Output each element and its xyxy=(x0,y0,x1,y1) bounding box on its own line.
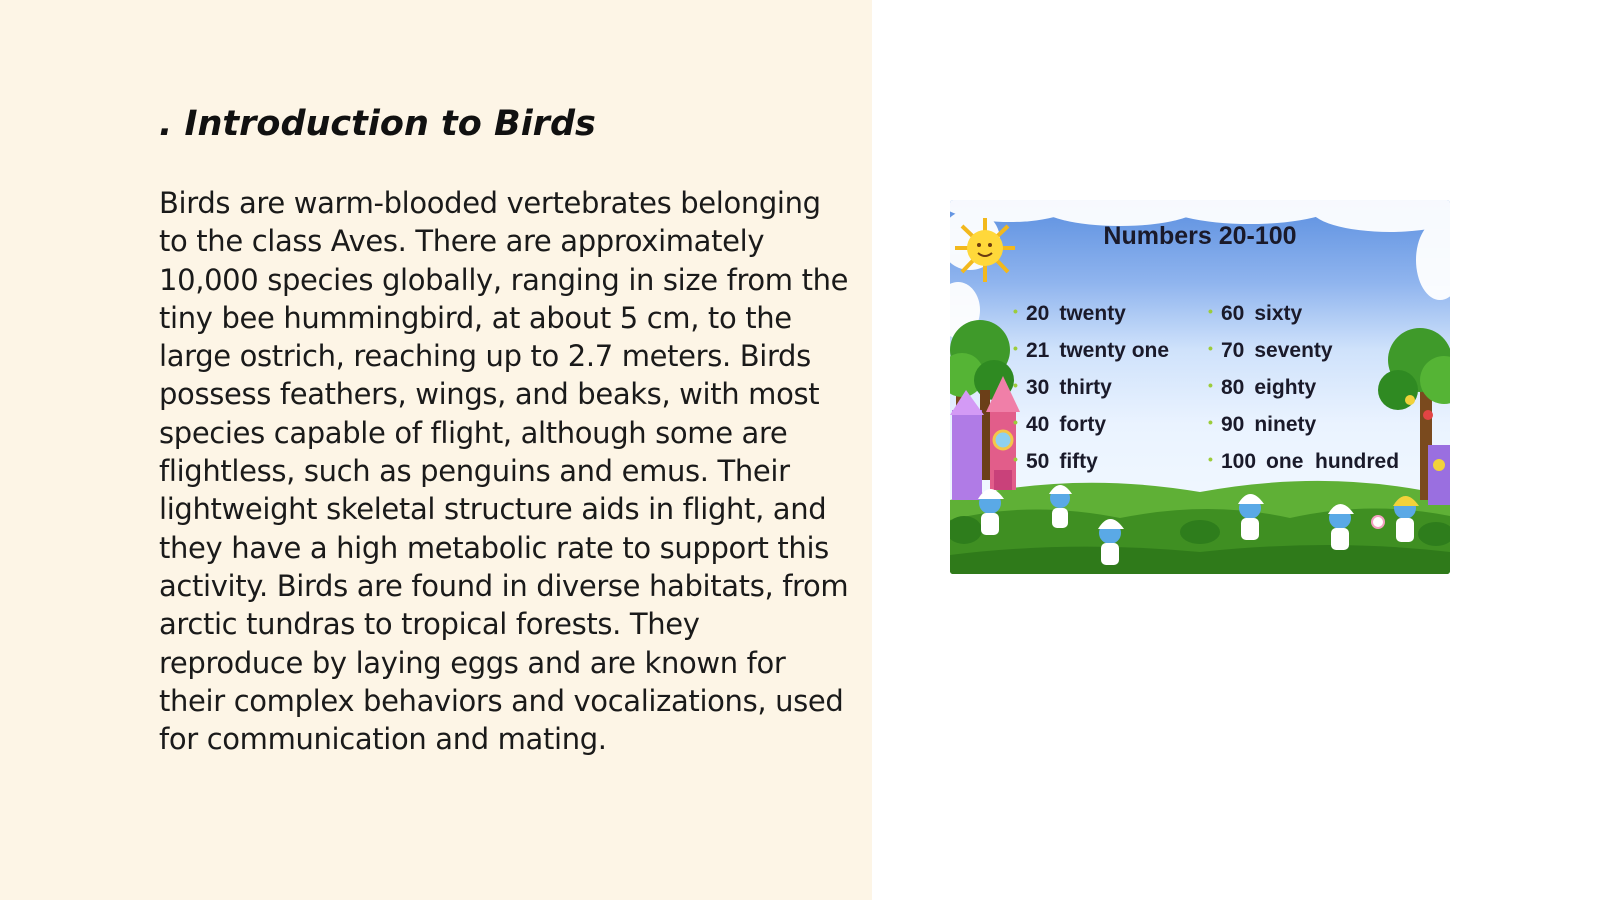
numbers-list-right xyxy=(1221,302,1399,487)
slide-title: . Introduction to Birds xyxy=(159,104,596,144)
list-item: • 80 eighty xyxy=(1221,376,1399,413)
list-item: • 60 sixty xyxy=(1221,302,1399,339)
list-item: • 40 forty xyxy=(1026,413,1169,450)
list-item: • 70 seventy xyxy=(1221,339,1399,376)
slide-body-text: Birds are warm-blooded vertebrates belonging to the class Aves. There are approximately 10,000 species globally, ranging in size from the tiny bee hummingbird, at about 5 cm, to the large ostrich, reaching up to 2.7 meters. Birds possess feathers, wings, and beaks, with most species capable of flight, although some are flightless, such as penguins and emus. Their lightweight skeletal structure aids in flight, and they have a high metabolic rate to support this activity. Birds are found in diverse habitats, from arctic tundras to tropical forests. They reproduce by laying eggs and are known for their complex behaviors and vocalizations, used for communication and mating. xyxy=(159,186,849,757)
list-item: • 20 twenty xyxy=(1026,302,1169,339)
list-item: • 21 twenty one xyxy=(1026,339,1169,376)
list-item: • 30 thirty xyxy=(1026,376,1169,413)
picture-title: Numbers 20-100 xyxy=(1103,222,1297,250)
numbers-picture xyxy=(950,200,1450,574)
list-item: • 90 ninety xyxy=(1221,413,1399,450)
numbers-list-left xyxy=(1026,302,1169,487)
list-item: • 50 fifty xyxy=(1026,450,1169,487)
list-item: • 100 one hundred xyxy=(1221,450,1399,487)
